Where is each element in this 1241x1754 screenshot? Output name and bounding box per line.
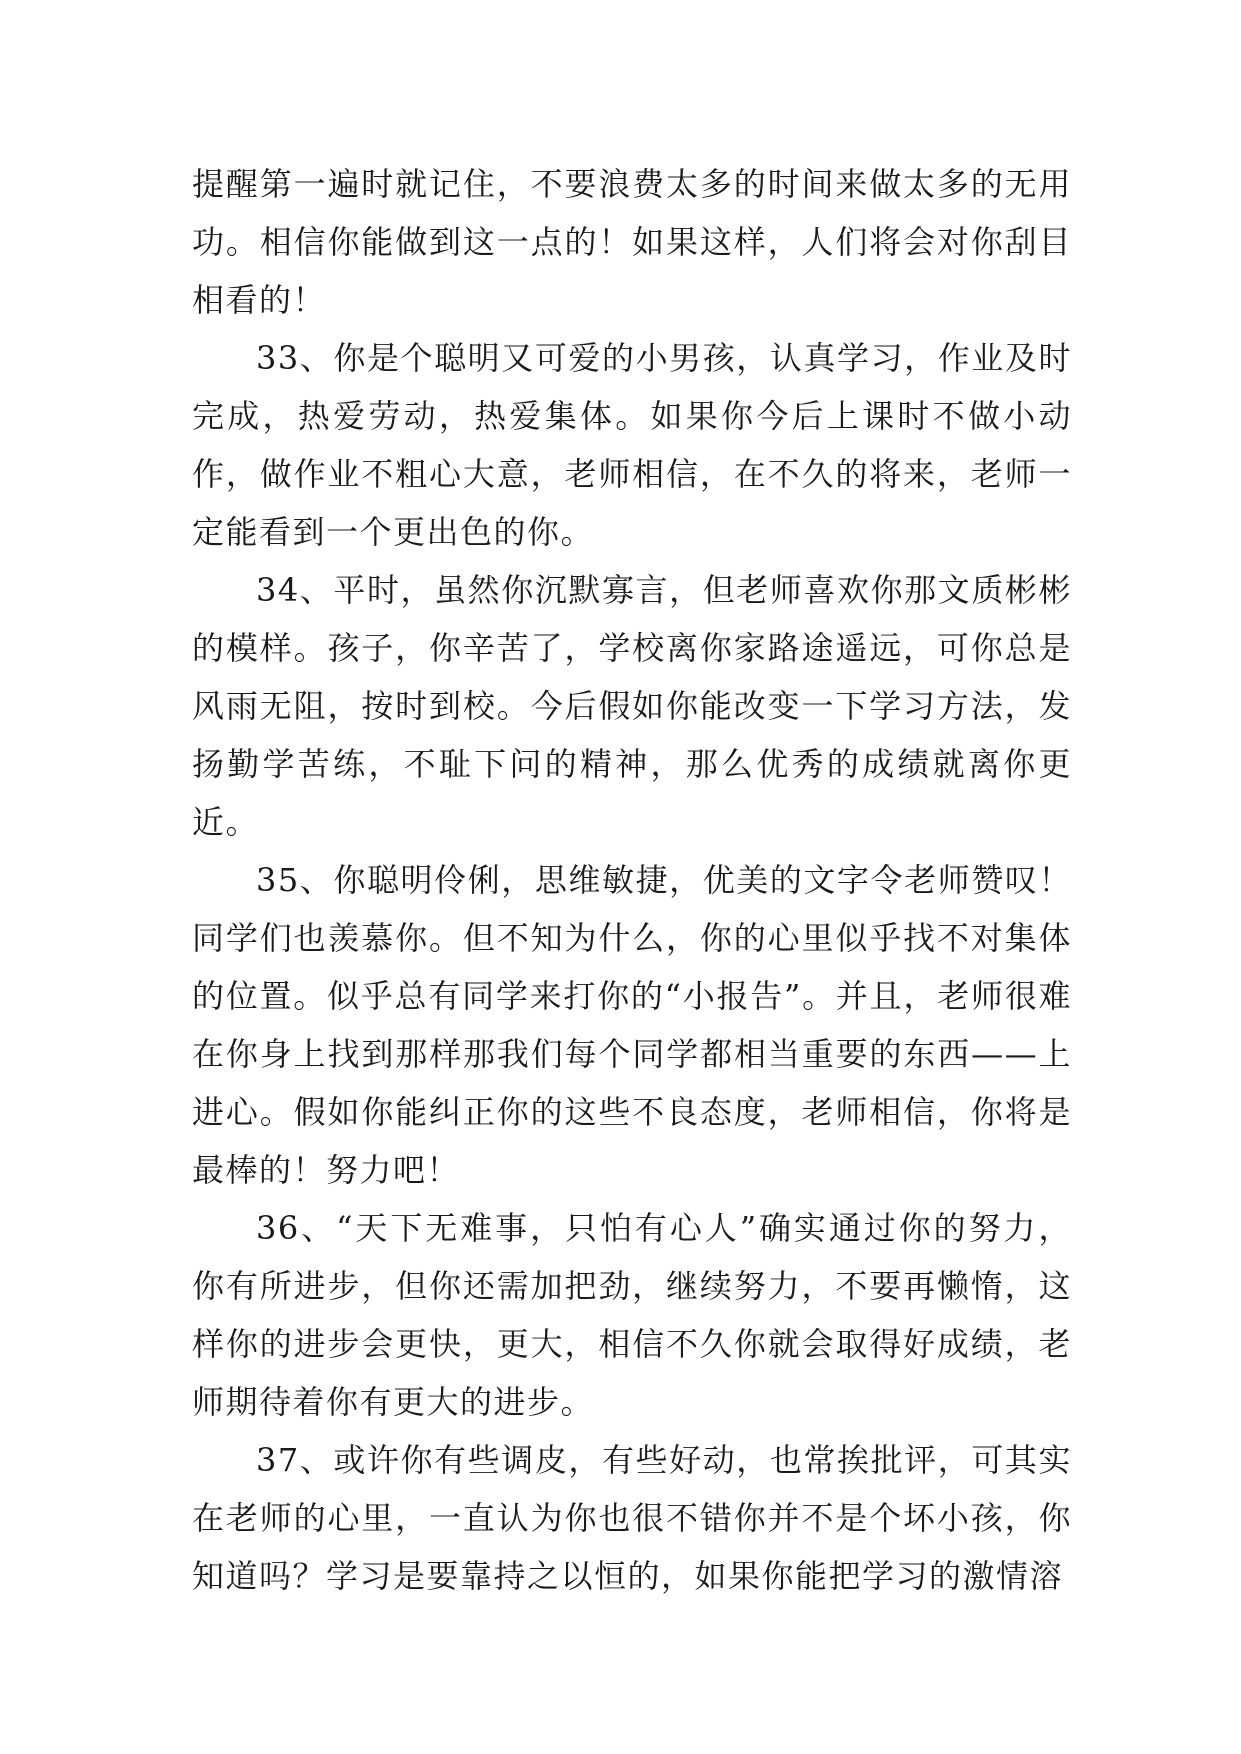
paragraph-37: 37、或许你有些调皮，有些好动，也常挨批评，可其实在老师的心里，一直认为你也很不错你并不是个坏小孩，你知道吗？学习是要靠持之以恒的，如果你能把学习的激情溶: [192, 1441, 1072, 1595]
paragraph-34: 34、平时，虽然你沉默寡言，但老师喜欢你那文质彬彬的模样。孩子，你辛苦了，学校离你家路途遥远，可你总是风雨无阻，按时到校。今后假如你能改变一下学习方法，发扬勤学苦练，不耻下问的精神，那么优秀的成绩就离你更近。: [192, 571, 1072, 841]
paragraph-continuation: 提醒第一遍时就记住，不要浪费太多的时间来做太多的无用功。相信你能做到这一点的！如果这样，人们将会对你刮目相看的！: [192, 165, 1072, 319]
document-body: [192, 155, 1072, 1605]
paragraph-36: 36、“天下无难事，只怕有心人”确实通过你的努力，你有所进步，但你还需加把劲，继续努力，不要再懒惰，这样你的进步会更快，更大，相信不久你就会取得好成绩，老师期待着你有更大的进步。: [192, 1209, 1072, 1421]
paragraph-33: 33、你是个聪明又可爱的小男孩，认真学习，作业及时完成，热爱劳动，热爱集体。如果你今后上课时不做小动作，做作业不粗心大意，老师相信，在不久的将来，老师一定能看到一个更出色的你。: [192, 339, 1072, 551]
paragraph-35: 35、你聪明伶俐，思维敏捷，优美的文字令老师赞叹！同学们也羡慕你。但不知为什么，你的心里似乎找不对集体的位置。似乎总有同学来打你的“小报告”。并且，老师很难在你身上找到那样那我们每个同学都相当重要的东西——上进心。假如你能纠正你的这些不良态度，老师相信，你将是最棒的！努力吧！: [192, 861, 1072, 1189]
